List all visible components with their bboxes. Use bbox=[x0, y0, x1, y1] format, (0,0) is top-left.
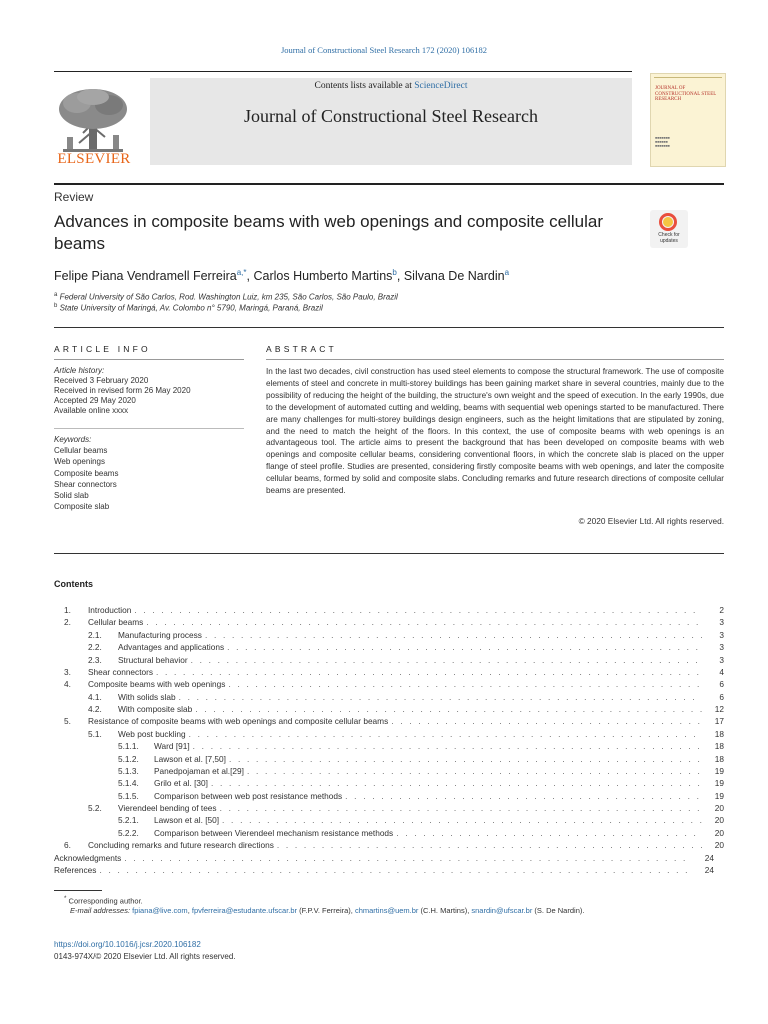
affiliation-a: $^a$ Federal University of São Carlos, Rod. Washington Luiz, km 235, São Carlos, São Paulo, Brazil bbox=[54, 292, 398, 302]
toc-entry[interactable] bbox=[64, 629, 724, 641]
toc-entry-title[interactable]: Web post buckling bbox=[118, 728, 186, 739]
toc-leader-dots bbox=[191, 654, 702, 666]
author-name[interactable]: Carlos Humberto Martins bbox=[253, 269, 393, 284]
author-affiliation-mark[interactable]: b bbox=[392, 268, 397, 277]
abstract-heading: ABSTRACT bbox=[266, 344, 337, 354]
contents-available-line: Contents lists available at ScienceDirect bbox=[314, 81, 468, 91]
toc-entry-number: 5. bbox=[64, 716, 71, 727]
article-history bbox=[54, 366, 244, 416]
toc-leader-dots bbox=[396, 827, 702, 839]
author-emails: E-mail addresses: fpiana@live.com, fpvferreira@estudante.ufscar.br (F.P.V. Ferreira), chmartins@uem.br (C.H. Martins), snardin@ufscar.br (S. De Nardin). bbox=[70, 906, 585, 915]
toc-entry-title[interactable]: Comparison between Vierendeel mechanism resistance methods bbox=[154, 827, 394, 838]
toc-leader-dots bbox=[228, 678, 702, 690]
toc-entry-page: 18 bbox=[714, 753, 724, 764]
toc-leader-dots bbox=[227, 641, 702, 653]
toc-entry-page: 19 bbox=[714, 778, 724, 789]
doi-link[interactable]: https://doi.org/10.1016/j.jcsr.2020.106182 bbox=[54, 940, 201, 949]
keyword-item: Composite slab bbox=[54, 502, 110, 512]
toc-entry[interactable] bbox=[64, 814, 724, 826]
article-info-rule bbox=[54, 359, 244, 360]
toc-entry-title[interactable]: Introduction bbox=[88, 605, 132, 615]
history-heading: Article history: bbox=[54, 366, 105, 375]
history-item: Available online xxxx bbox=[54, 406, 129, 415]
keywords-list bbox=[54, 434, 244, 512]
toc-leader-dots bbox=[189, 728, 702, 740]
toc-entry[interactable] bbox=[64, 654, 724, 666]
author-affiliation-mark[interactable]: a,* bbox=[236, 268, 247, 277]
header-divider bbox=[54, 183, 724, 185]
toc-entry-number: 5.2.2. bbox=[118, 827, 139, 838]
toc-leader-dots bbox=[156, 666, 702, 678]
toc-entry-page: 18 bbox=[714, 728, 724, 739]
toc-leader-dots bbox=[211, 777, 702, 789]
article-type: Review bbox=[54, 190, 94, 204]
toc-entry-page: 20 bbox=[714, 840, 724, 851]
author-name[interactable]: Silvana De Nardin bbox=[403, 269, 505, 284]
toc-entry-number: 4.2. bbox=[88, 704, 102, 714]
toc-entry-number: 5.1.1. bbox=[118, 741, 139, 752]
toc-leader-dots bbox=[247, 765, 702, 777]
toc-entry-title[interactable]: Lawson et al. [50] bbox=[154, 815, 220, 826]
journal-title: Journal of Constructional Steel Research bbox=[244, 106, 538, 126]
toc-leader-dots bbox=[195, 703, 702, 715]
author-list: Felipe Piana Vendramell Ferreira$^{a,*}$, Carlos Humberto Martins$^b$, Silvana De Nardin$^a$ bbox=[54, 268, 510, 284]
contents-heading: Contents bbox=[54, 579, 93, 589]
corresponding-author-note: * Corresponding author. bbox=[64, 895, 143, 906]
article-title: Advances in composite beams with web openings and composite cellular beams bbox=[54, 212, 604, 253]
table-of-contents bbox=[54, 604, 724, 876]
toc-entry-title[interactable]: Resistance of composite beams with web openings and composite cellular beams bbox=[88, 716, 389, 727]
toc-entry-title[interactable]: Ward [91] bbox=[154, 741, 190, 752]
check-updates-label: Check for updates bbox=[658, 232, 680, 244]
toc-entry-title[interactable]: Advantages and applications bbox=[118, 642, 225, 653]
toc-entry-number: 6. bbox=[64, 840, 71, 851]
toc-entry-number: 5.1.5. bbox=[118, 790, 139, 801]
keyword-item: Composite beams bbox=[54, 468, 119, 478]
section-divider bbox=[54, 327, 724, 328]
footnote-rule bbox=[54, 890, 102, 891]
toc-entry[interactable] bbox=[64, 703, 724, 715]
check-for-updates-button[interactable] bbox=[650, 210, 688, 248]
toc-entry-page: 2 bbox=[719, 605, 724, 615]
toc-entry-page: 20 bbox=[714, 815, 724, 826]
toc-leader-dots bbox=[222, 814, 702, 826]
toc-entry-title[interactable]: Structural behavior bbox=[118, 654, 188, 665]
toc-entry[interactable] bbox=[64, 777, 724, 789]
cover-title: JOURNAL OF CONSTRUCTIONAL STEEL RESEARCH bbox=[655, 86, 717, 102]
author-affiliation-mark[interactable]: a bbox=[504, 268, 510, 277]
toc-entry-page: 3 bbox=[719, 654, 724, 665]
toc-entry[interactable] bbox=[64, 691, 724, 703]
toc-entry[interactable] bbox=[64, 827, 724, 839]
toc-entry-page: 3 bbox=[719, 642, 724, 653]
toc-entry[interactable] bbox=[64, 740, 724, 752]
history-item: Accepted 29 May 2020 bbox=[54, 396, 136, 405]
toc-entry-page: 20 bbox=[714, 827, 724, 838]
toc-entry[interactable] bbox=[64, 678, 724, 690]
toc-entry[interactable] bbox=[64, 802, 724, 814]
toc-entry-page: 19 bbox=[714, 790, 724, 801]
toc-leader-dots bbox=[146, 616, 702, 628]
toc-entry-title[interactable]: Lawson et al. [7,50] bbox=[154, 753, 226, 764]
sciencedirect-link[interactable]: ScienceDirect bbox=[414, 81, 468, 91]
toc-entry-number: 1. bbox=[64, 605, 71, 615]
toc-entry-page: 3 bbox=[719, 629, 724, 640]
toc-entry-number: 3. bbox=[64, 666, 71, 677]
toc-entry-title[interactable]: Panedpojaman et al.[29] bbox=[154, 765, 244, 776]
email-link[interactable]: fpiana@live.com bbox=[132, 906, 188, 915]
toc-entry-number: 5.1. bbox=[88, 728, 102, 739]
toc-entry-number: 2.1. bbox=[88, 629, 102, 640]
toc-entry[interactable] bbox=[64, 616, 724, 628]
toc-entry-page: 6 bbox=[719, 679, 724, 690]
toc-entry-title[interactable]: Shear connectors bbox=[88, 666, 154, 677]
article-info-heading: ARTICLE INFO bbox=[54, 344, 151, 354]
toc-entry[interactable] bbox=[64, 666, 724, 678]
toc-entry-title[interactable]: Grilo et al. [30] bbox=[154, 778, 208, 789]
toc-entry-title[interactable]: Acknowledgments bbox=[54, 852, 122, 863]
toc-entry-number: 5.2.1. bbox=[118, 815, 139, 826]
toc-entry-page: 24 bbox=[704, 864, 714, 875]
toc-entry[interactable] bbox=[64, 839, 724, 851]
keyword-item: Shear connectors bbox=[54, 479, 117, 489]
email-link[interactable]: chmartins@uem.br bbox=[354, 906, 419, 915]
toc-entry[interactable] bbox=[64, 790, 724, 802]
toc-entry-page: 4 bbox=[719, 666, 724, 677]
toc-entry[interactable] bbox=[64, 728, 724, 740]
toc-entry-page: 18 bbox=[714, 741, 724, 752]
toc-leader-dots bbox=[345, 790, 702, 802]
toc-entry-title[interactable]: Comparison between web post resistance methods bbox=[154, 790, 343, 801]
abstract-rule bbox=[266, 359, 724, 360]
email-link[interactable]: fpvferreira@estudante.ufscar.br bbox=[191, 906, 298, 915]
journal-reference-link[interactable]: Journal of Constructional Steel Research 172 (2020) 106182 bbox=[280, 45, 488, 55]
toc-entry-number: 5.1.4. bbox=[118, 778, 139, 789]
journal-cover-thumbnail[interactable]: JOURNAL OF CONSTRUCTIONAL STEEL RESEARCH ■■■■■■■ ■■■■■■ ■■■■■■■ bbox=[650, 73, 726, 167]
author-name[interactable]: Felipe Piana Vendramell Ferreira bbox=[54, 269, 237, 284]
email-link[interactable]: snardin@ufscar.br bbox=[471, 906, 533, 915]
toc-entry[interactable] bbox=[64, 765, 724, 777]
toc-entry-page: 6 bbox=[719, 691, 724, 702]
top-rule bbox=[54, 71, 632, 72]
elsevier-wordmark: ELSEVIER bbox=[57, 151, 131, 167]
toc-entry[interactable] bbox=[64, 753, 724, 765]
abstract-copyright: © 2020 Elsevier Ltd. All rights reserved. bbox=[578, 516, 724, 526]
toc-entry-title[interactable]: References bbox=[54, 864, 97, 875]
toc-entry-title[interactable]: Composite beams with web openings bbox=[88, 679, 226, 690]
toc-entry-page: 20 bbox=[714, 803, 724, 813]
toc-entry-title[interactable]: Vierendeel bending of tees bbox=[118, 803, 217, 813]
toc-entry-number: 4. bbox=[64, 679, 71, 690]
toc-entry[interactable] bbox=[64, 604, 724, 616]
toc-entry[interactable] bbox=[54, 852, 714, 864]
toc-entry-page: 3 bbox=[719, 617, 724, 628]
toc-entry-title[interactable]: Manufacturing process bbox=[118, 629, 202, 640]
toc-entry-title[interactable]: Cellular beams bbox=[88, 617, 144, 628]
toc-entry[interactable] bbox=[64, 715, 724, 727]
toc-entry-number: 5.1.2. bbox=[118, 753, 139, 764]
toc-entry-page: 12 bbox=[714, 704, 724, 714]
toc-entry-title[interactable]: Concluding remarks and future research directions bbox=[88, 840, 274, 851]
keyword-item: Web openings bbox=[54, 457, 105, 467]
toc-entry-number: 2. bbox=[64, 617, 71, 628]
toc-entry-page: 24 bbox=[704, 852, 714, 863]
toc-entry-page: 19 bbox=[714, 765, 724, 776]
toc-leader-dots bbox=[229, 753, 702, 765]
abstract-text: In the last two decades, civil construction has used steel elements to compose the structural framework. The use of composite elements of steel and concrete in multi-storey buildings has been gaining market share in several countries, mainly due to the possibility of reducing the height of the building, the structure's own weight and the speed of execution. In the early 1990s, due to the development of automated cutting and welding, beams with sequential web openings started to be manufactured. There are many challenges for multi-storey buildings design engineers, such as the height limitations that are stipulated by zoning, and the need to match the height of the floors. In this context, the use of composite beams with web openings is an advantageous tool. The article aims to present the background that has been developed on composite beams with web openings and composite cellular beams, considering conventional floors, in which the concrete slab is placed on the upper flange of steel profile. Studies are presented, considering firstly composite beams with web openings, and later the composite cellular beams, formed by solid and composite slabs. Concluding remarks and future research directions of composite cellular beams are presented. bbox=[266, 367, 724, 496]
toc-leader-dots bbox=[220, 802, 702, 814]
toc-leader-dots bbox=[277, 839, 702, 851]
toc-leader-dots bbox=[134, 604, 702, 616]
toc-entry-number: 2.2. bbox=[88, 642, 102, 653]
keywords-heading: Keywords: bbox=[54, 435, 92, 444]
toc-entry-title[interactable]: With solids slab bbox=[118, 691, 176, 702]
toc-leader-dots bbox=[179, 691, 702, 703]
toc-leader-dots bbox=[99, 864, 692, 876]
toc-entry-number: 5.2. bbox=[88, 803, 102, 813]
keyword-item: Solid slab bbox=[54, 491, 89, 501]
toc-entry-number: 5.1.3. bbox=[118, 765, 139, 776]
toc-entry[interactable] bbox=[64, 641, 724, 653]
toc-entry-number: 4.1. bbox=[88, 691, 102, 702]
issn-copyright: 0143-974X/© 2020 Elsevier Ltd. All rights reserved. bbox=[54, 952, 236, 961]
toc-leader-dots bbox=[193, 740, 702, 752]
affiliation-b: $^b$ State University of Maringá, Av. Colombo n° 5790, Maringá, Paraná, Brazil bbox=[54, 303, 323, 313]
toc-leader-dots bbox=[124, 852, 692, 864]
toc-leader-dots bbox=[391, 715, 702, 727]
keywords-rule bbox=[54, 428, 244, 429]
keyword-item: Cellular beams bbox=[54, 446, 108, 456]
toc-entry-page: 17 bbox=[714, 716, 724, 727]
toc-entry[interactable] bbox=[54, 864, 714, 876]
history-item: Received 3 February 2020 bbox=[54, 376, 149, 385]
front-matter-divider bbox=[54, 553, 724, 554]
history-item: Received in revised form 26 May 2020 bbox=[54, 386, 191, 395]
toc-entry-title[interactable]: With composite slab bbox=[118, 704, 193, 714]
toc-entry-number: 2.3. bbox=[88, 654, 102, 665]
toc-leader-dots bbox=[205, 629, 702, 641]
